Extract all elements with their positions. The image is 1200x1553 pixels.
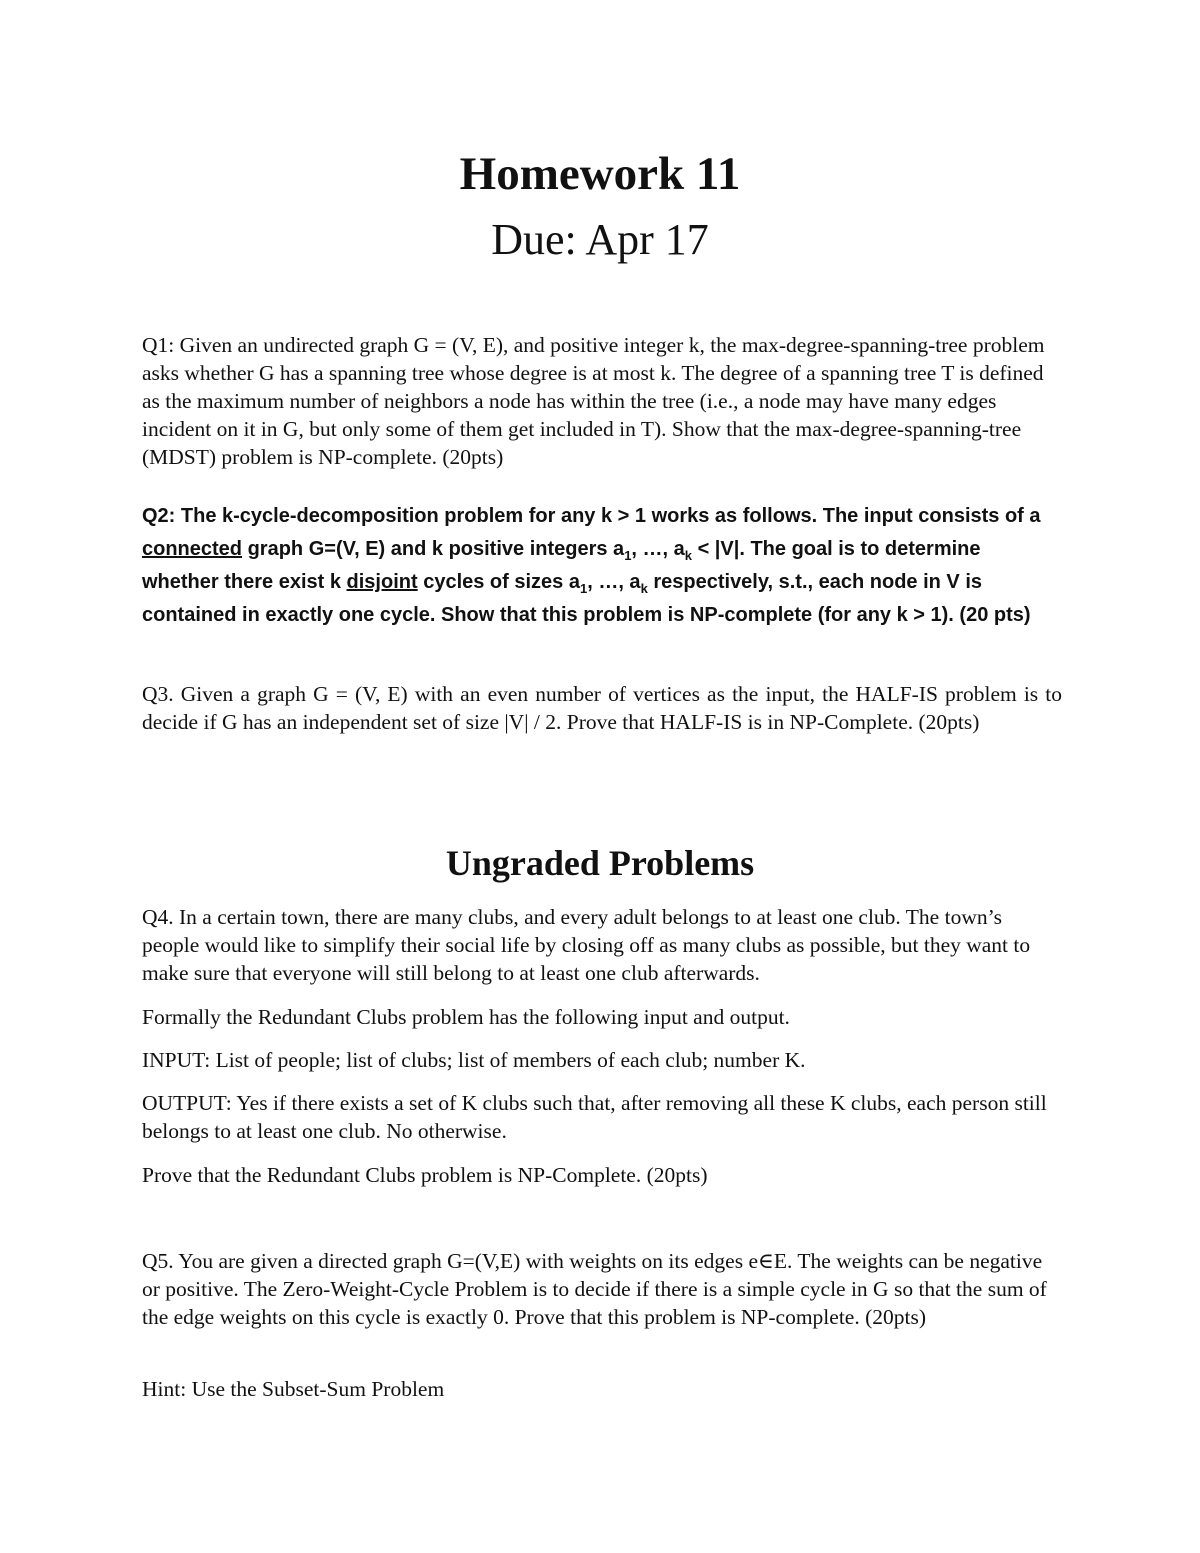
- q2-text-part: < |V|. The goal is to determine whether there exist k: [142, 538, 981, 593]
- q2-text-part: respectively, s.t., each node in V is contained in exactly one cycle. Show that this problem is NP-complete (for any k > 1). (20 pts): [142, 571, 1031, 626]
- q2-text-part: cycles of sizes a: [417, 571, 580, 593]
- q2-subscript: k: [684, 548, 693, 563]
- question-2-text: [142, 500, 1062, 632]
- q2-subscript: k: [640, 581, 648, 596]
- question-4-formal: Formally the Redundant Clubs problem has the following input and output.: [142, 1005, 790, 1029]
- due-date: Due: Apr 17: [491, 215, 709, 264]
- question-3-text: Q3. Given a graph G = (V, E) with an even number of vertices as the input, the HALF-IS problem is to decide if G has an independent set of size |V| / 2. Prove that HALF-IS is in NP-Complete. (20pts): [142, 682, 1062, 734]
- q2-subscript: 1: [579, 581, 588, 596]
- q2-text-part: , …, a: [631, 538, 685, 560]
- question-5-hint: Hint: Use the Subset-Sum Problem: [142, 1377, 445, 1401]
- q2-text-part: Q2: The k-cycle-decomposition problem for any k > 1 works as follows. The input consists of a: [142, 505, 1041, 527]
- q2-connected-underlined: connected: [142, 538, 243, 560]
- question-4-intro: Q4. In a certain town, there are many clubs, and every adult belongs to at least one club. The town’s people would like to simplify their social life by closing off as many clubs as possible, but they want to make sure that everyone will still belong to at least one club afterwards.: [142, 905, 1031, 985]
- ungraded-section-title: Ungraded Problems: [445, 843, 755, 883]
- question-1-text: Q1: Given an undirected graph G = (V, E), and positive integer k, the max-degree-spanning-tree problem asks whether G has a spanning tree whose degree is at most k. The degree of a spanning tree T is defined as the maximum number of neighbors a node has within the tree (i.e., a node may have many edges incident on it in G, but only some of them get included in T). Show that the max-degree-spanning-tree (MDST) problem is NP-complete. (20pts): [142, 333, 1045, 469]
- q2-disjoint-underlined: disjoint: [346, 571, 418, 593]
- page-title: Homework 11: [459, 148, 741, 200]
- question-4-output: OUTPUT: Yes if there exists a set of K clubs such that, after removing all these K clubs, each person still belongs to at least one club. No otherwise.: [142, 1091, 1047, 1143]
- question-4-prove: Prove that the Redundant Clubs problem is NP-Complete. (20pts): [142, 1163, 708, 1187]
- question-5-text: Q5. You are given a directed graph G=(V,E) with weights on its edges e∈E. The weights can be negative or positive. The Zero-Weight-Cycle Problem is to decide if there is a simple cycle in G so that the sum of the edge weights on this cycle is exactly 0. Prove that this problem is NP-complete. (20pts): [142, 1249, 1047, 1329]
- q2-text-part: , …, a: [587, 571, 641, 593]
- question-4-input: INPUT: List of people; list of clubs; list of members of each club; number K.: [142, 1048, 806, 1072]
- q2-subscript: 1: [624, 548, 632, 563]
- q2-text-part: graph G=(V, E) and k positive integers a: [242, 538, 625, 560]
